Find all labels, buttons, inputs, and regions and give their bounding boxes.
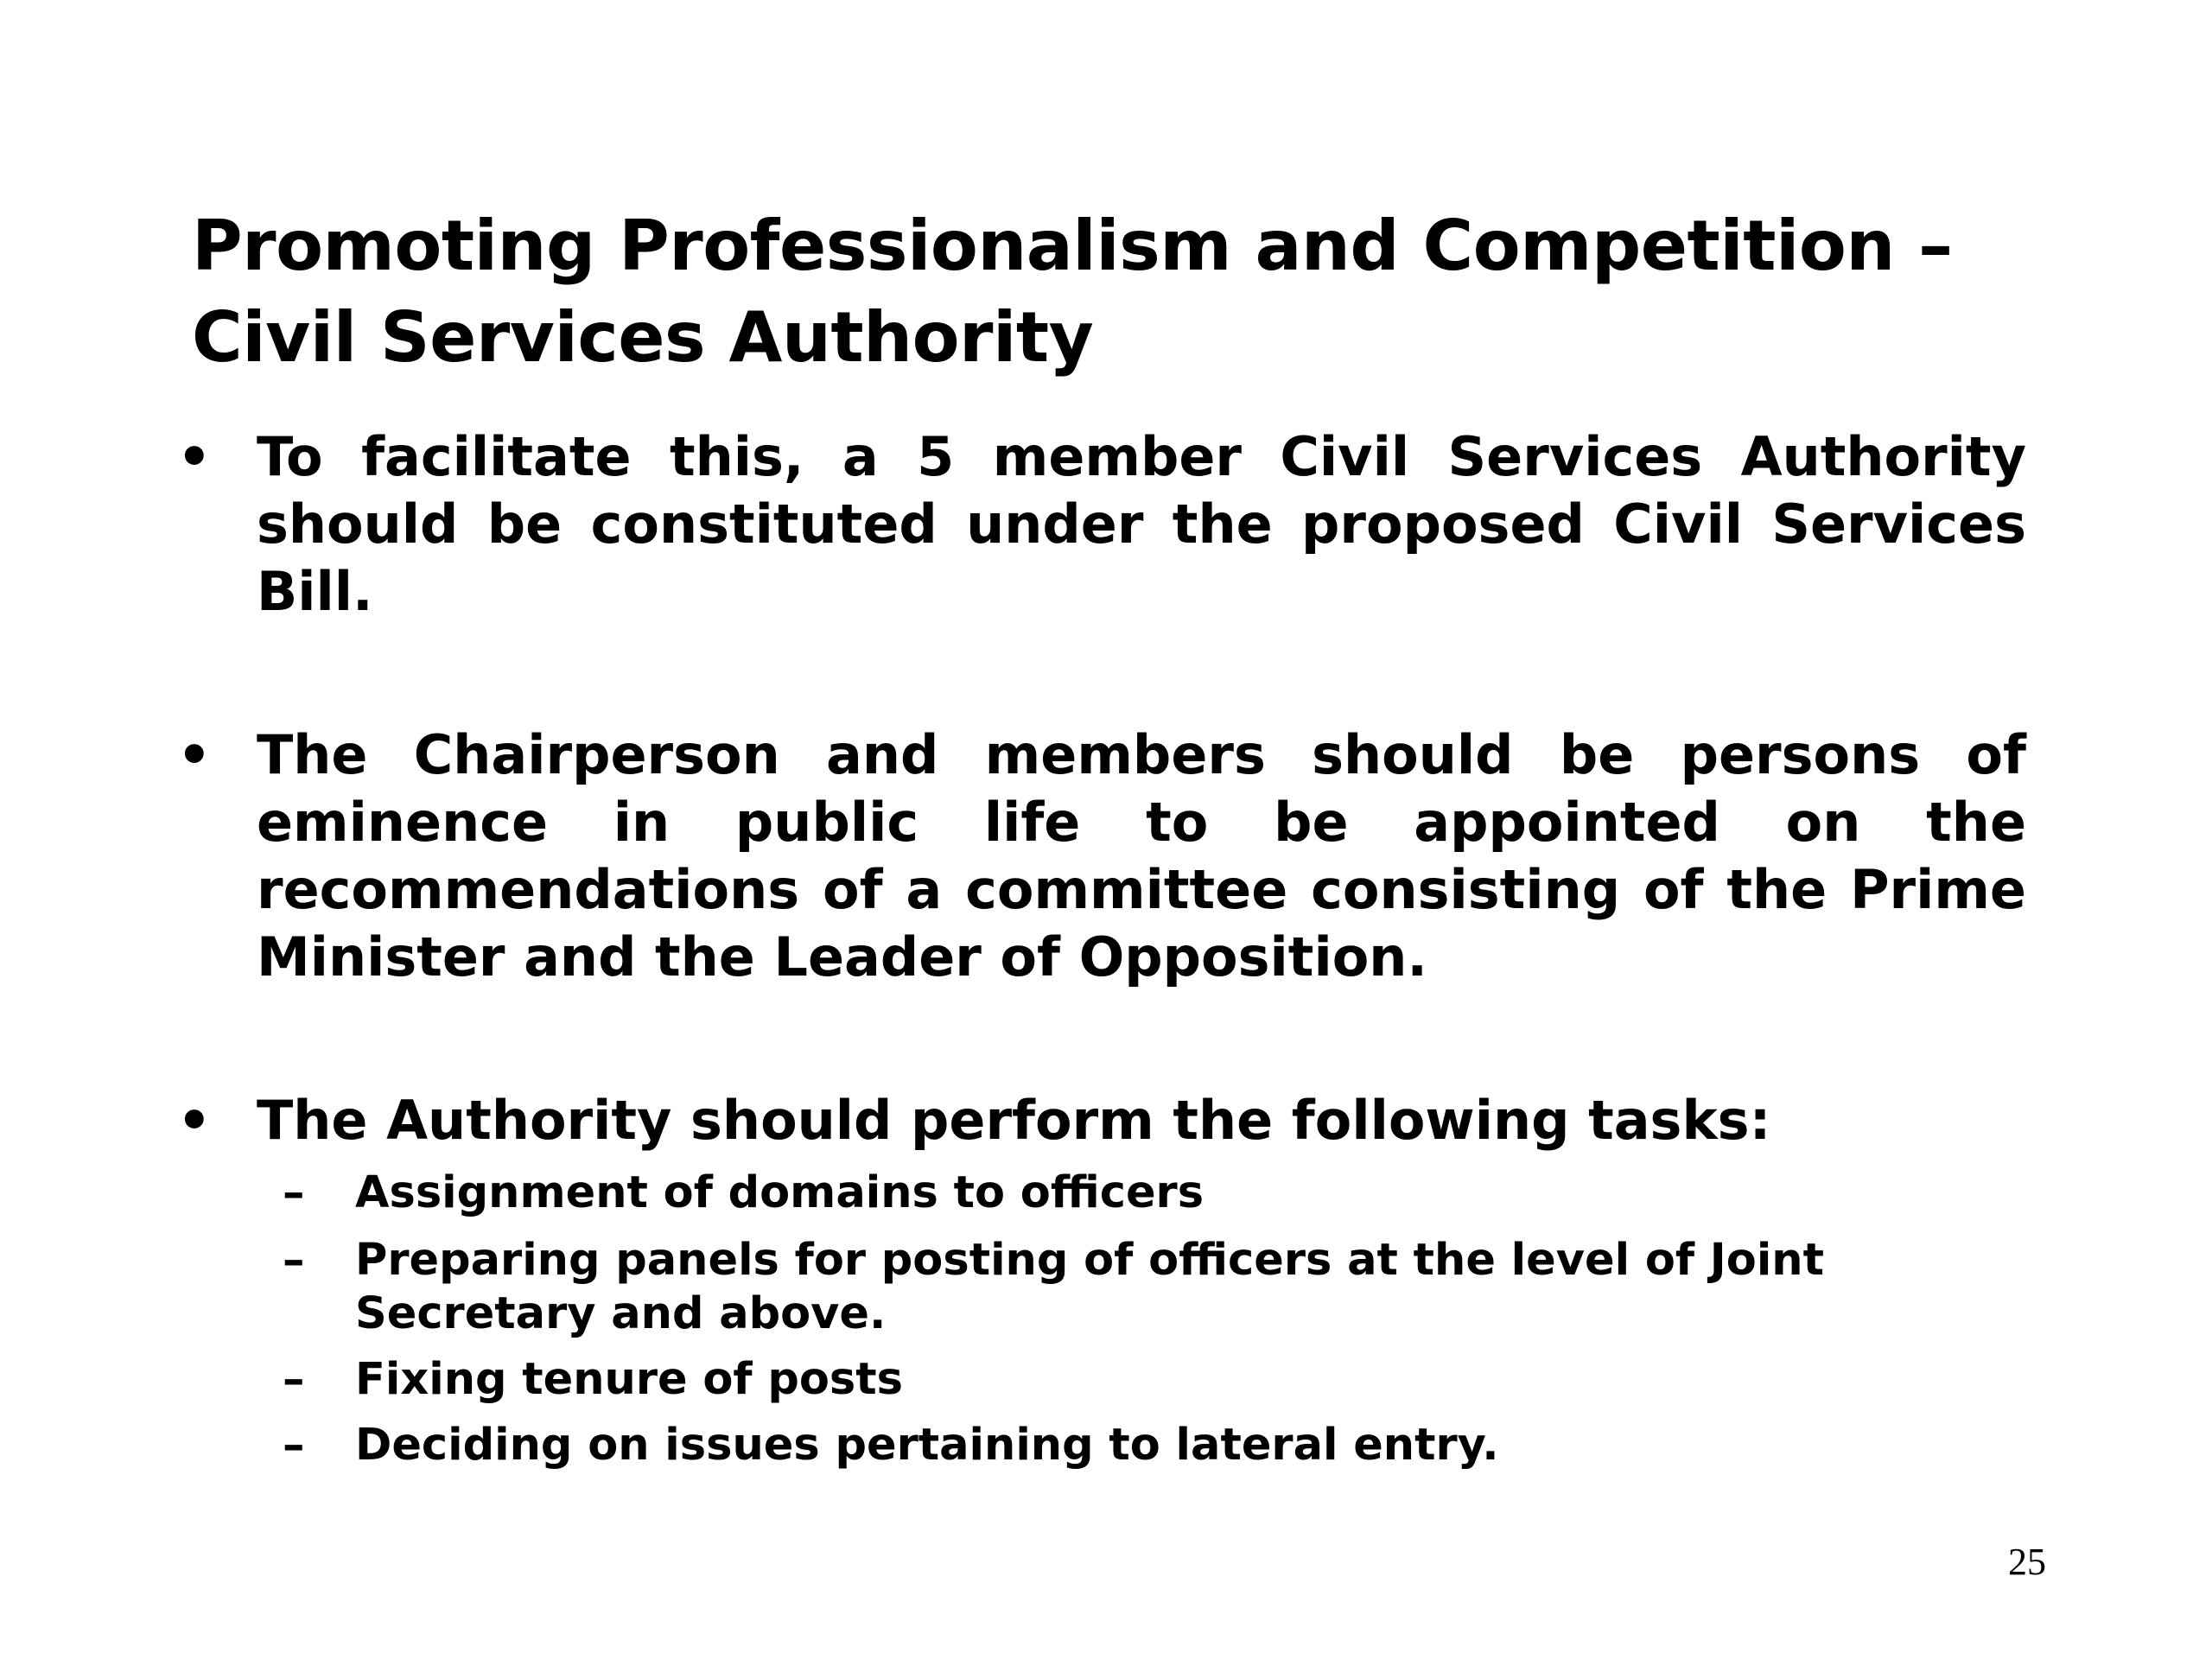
dash-marker: – — [283, 1167, 305, 1218]
page-number: 25 — [2008, 1541, 2046, 1583]
sub-list-text: Preparing panels for posting of officers at the level of Joint Secretary and above. — [355, 1235, 1824, 1339]
slide-title-line-1: Promoting Professionalism and Competition – — [192, 206, 1953, 286]
bullet-text: The Authority should perform the following tasks: — [257, 1089, 1771, 1152]
sub-list-text: Fixing tenure of posts — [355, 1354, 903, 1405]
dash-marker: – — [283, 1420, 305, 1471]
sub-list-text: Assignment of domains to officers — [355, 1167, 1205, 1218]
bullet-marker: • — [177, 425, 212, 488]
dash-marker: – — [283, 1235, 305, 1286]
dash-marker: – — [283, 1354, 305, 1405]
bullet-marker: • — [177, 723, 212, 786]
bullet-text: To facilitate this, a 5 member Civil Services Authority should be constituted under the proposed Civil Services Bill. — [257, 425, 2026, 623]
slide-title-line-2: Civil Services Authority — [192, 297, 1094, 378]
bullet-item — [177, 423, 2026, 626]
bullet-item — [177, 721, 2026, 991]
sub-list-item — [283, 1419, 1976, 1472]
sub-list-item — [283, 1234, 1976, 1341]
bullet-marker: • — [177, 1089, 212, 1152]
bullet-text: The Chairperson and members should be persons of eminence in public life to be appointed on the recommendations of a committee consisting of the Prime Minister and the Leader of Opposition. — [257, 723, 2026, 988]
bullet-item — [177, 1087, 2026, 1154]
sub-list-text: Deciding on issues pertaining to lateral entry. — [355, 1420, 1499, 1471]
sub-list-item — [283, 1166, 1976, 1220]
sub-list-item — [283, 1353, 1976, 1407]
slide-title — [192, 200, 2075, 384]
